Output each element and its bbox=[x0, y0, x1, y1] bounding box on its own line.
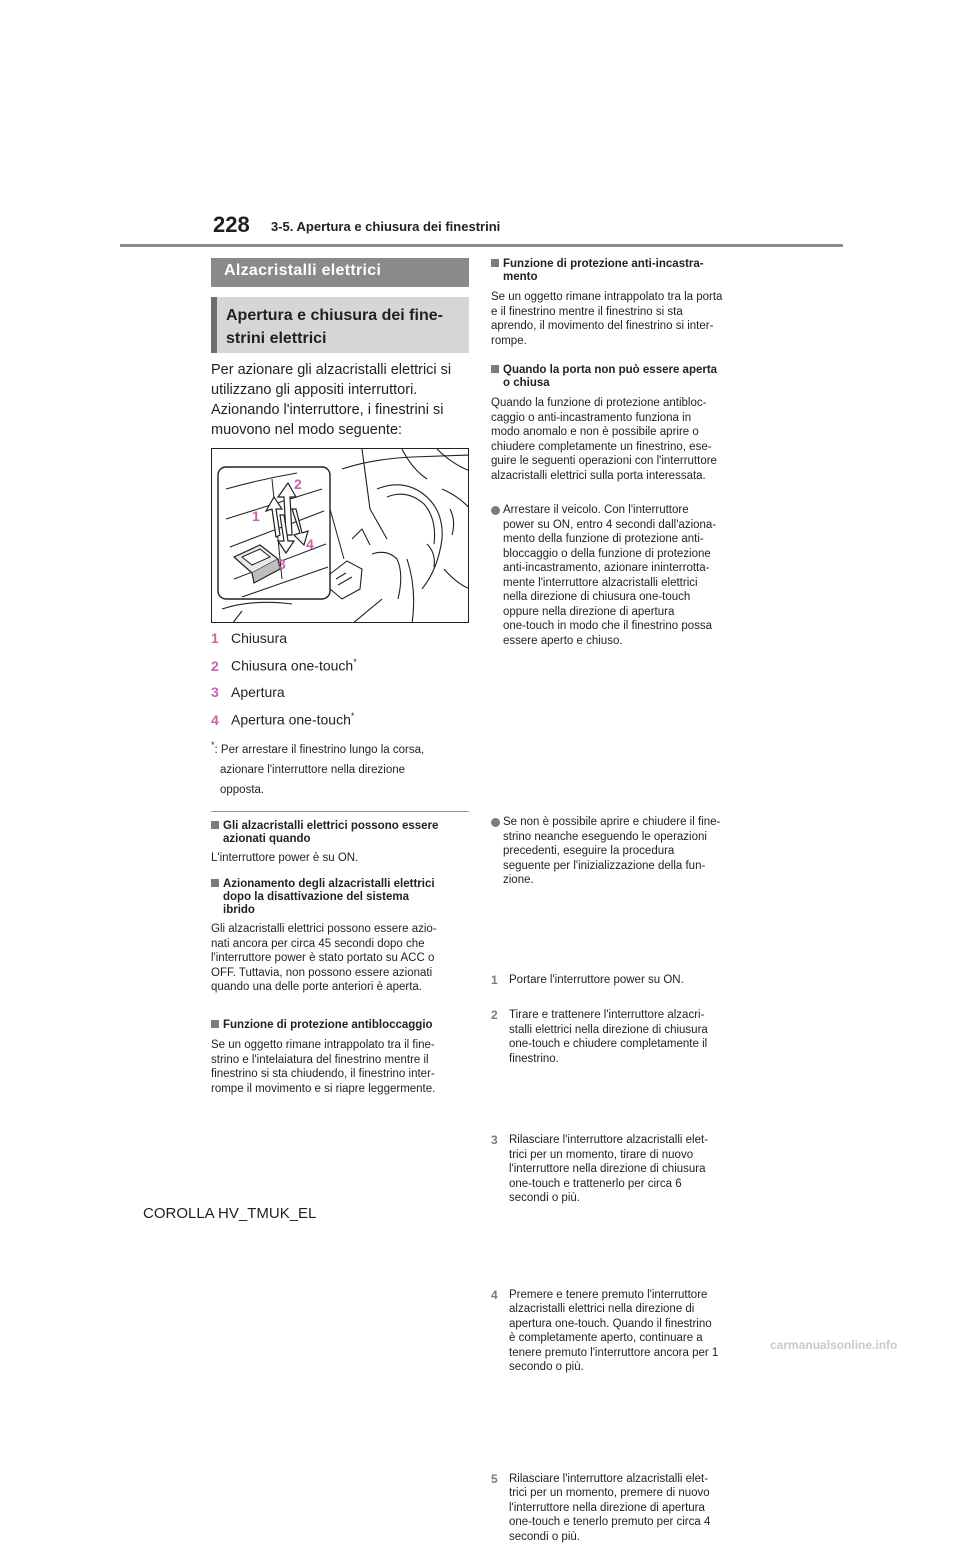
legend-number: 2 bbox=[211, 658, 231, 674]
note-title bbox=[211, 820, 469, 846]
header-rule bbox=[120, 244, 843, 247]
note-title bbox=[491, 258, 749, 284]
procedure-step bbox=[491, 1288, 767, 1375]
note-line: Se un oggetto rimane intrappolato tra la porta bbox=[491, 290, 749, 305]
step-line: one-touch e trattenerlo per circa 6 bbox=[509, 1177, 767, 1192]
bullet-line: seguente per l'inizializzazione della fun- bbox=[503, 859, 761, 874]
note-body bbox=[211, 851, 469, 866]
step-number: 1 bbox=[491, 973, 498, 988]
legend-label: Chiusura one-touch bbox=[231, 658, 353, 674]
step-line: l'interruttore nella direzione di apertura bbox=[509, 1501, 767, 1516]
bullet-line: power su ON, entro 4 secondi dall'aziona- bbox=[503, 518, 761, 533]
legend-label: Chiusura bbox=[231, 630, 287, 646]
note-title-line: Quando la porta non può essere aperta bbox=[503, 364, 717, 376]
intro-line: muovono nel modo seguente: bbox=[211, 420, 469, 440]
step-line: l'interruttore nella direzione di chiusura bbox=[509, 1162, 767, 1177]
note-title bbox=[211, 1019, 469, 1032]
step-line: one-touch e tenerlo premuto per circa 4 bbox=[509, 1515, 767, 1530]
legend-item bbox=[211, 657, 469, 674]
note-line: Se un oggetto rimane intrappolato tra il fine- bbox=[211, 1038, 469, 1053]
step-line: Premere e tenere premuto l'interruttore bbox=[509, 1288, 767, 1303]
note-line: nati ancora per circa 45 secondi dopo che bbox=[211, 937, 469, 952]
callout-3: 3 bbox=[278, 556, 286, 572]
step-number: 2 bbox=[491, 1008, 498, 1023]
bullet-line: bloccaggio o della funzione di protezione bbox=[503, 547, 761, 562]
note-title-line: Azionamento degli alzacristalli elettrici bbox=[223, 878, 435, 890]
step-line: Tirare e trattenere l'interruttore alzacri- bbox=[509, 1008, 767, 1023]
bullet-line: Arrestare il veicolo. Con l'interruttore bbox=[503, 503, 761, 518]
square-bullet-icon bbox=[211, 879, 219, 887]
square-bullet-icon bbox=[211, 821, 219, 829]
circle-bullet-icon bbox=[491, 506, 500, 515]
bullet-line: one-touch in modo che il finestrino possa bbox=[503, 619, 761, 634]
note-title-line: Funzione di protezione antibloccaggio bbox=[223, 1019, 433, 1031]
bullet-line: zione. bbox=[503, 873, 761, 888]
bullet-item bbox=[491, 503, 761, 648]
step-line: trici per un momento, premere di nuovo bbox=[509, 1486, 767, 1501]
note-body bbox=[491, 290, 749, 348]
note-title-line: o chiusa bbox=[491, 377, 749, 390]
step-line: trici per un momento, tirare di nuovo bbox=[509, 1148, 767, 1163]
note-body bbox=[491, 396, 749, 483]
step-line: secondi o più. bbox=[509, 1191, 767, 1206]
procedure-step bbox=[491, 1008, 767, 1066]
note-block bbox=[211, 1019, 469, 1096]
square-bullet-icon bbox=[491, 259, 499, 267]
note-line: OFF. Tuttavia, non possono essere azionati bbox=[211, 966, 469, 981]
bullet-line: Se non è possibile aprire e chiudere il fine- bbox=[503, 815, 761, 830]
subsection-line: strini elettrici bbox=[226, 327, 463, 350]
section-title: 3-5. Apertura e chiusura dei finestrini bbox=[271, 219, 500, 234]
subsection-heading bbox=[211, 297, 469, 353]
footnote bbox=[211, 735, 469, 800]
note-line: Quando la funzione di protezione antibloc- bbox=[491, 396, 749, 411]
legend-item bbox=[211, 684, 469, 700]
note-block bbox=[211, 878, 469, 995]
illustration-svg bbox=[212, 449, 469, 623]
divider bbox=[211, 811, 469, 812]
window-switch-illustration bbox=[211, 448, 469, 623]
bullet-item bbox=[491, 815, 761, 888]
note-block bbox=[491, 364, 749, 483]
step-line: Rilasciare l'interruttore alzacristalli elet- bbox=[509, 1472, 767, 1487]
procedure-step bbox=[491, 1472, 767, 1544]
step-line: alzacristalli elettrici nella direzione di bbox=[509, 1302, 767, 1317]
step-number: 5 bbox=[491, 1472, 498, 1487]
footnote-line: opposta. bbox=[211, 780, 469, 800]
note-line: aprendo, il movimento del finestrino si inter- bbox=[491, 319, 749, 334]
legend-number: 4 bbox=[211, 712, 231, 728]
note-title-line: dopo la disattivazione del sistema bbox=[211, 891, 469, 904]
model-code: COROLLA HV_TMUK_EL bbox=[143, 1205, 316, 1222]
square-bullet-icon bbox=[211, 1020, 219, 1028]
note-block bbox=[211, 820, 469, 866]
footnote-line: : Per arrestare il finestrino lungo la corsa, bbox=[215, 744, 425, 756]
bullet-line: oppure nella direzione di apertura bbox=[503, 605, 761, 620]
bullet-line: precedenti, eseguire la procedura bbox=[503, 844, 761, 859]
legend-number: 3 bbox=[211, 684, 231, 700]
note-line: finestrino si sta chiudendo, il finestrino inter- bbox=[211, 1067, 469, 1082]
step-line: tenere premuto l'interruttore ancora per 1 bbox=[509, 1346, 767, 1361]
step-line: stalli elettrici nella direzione di chiusura bbox=[509, 1023, 767, 1038]
intro-paragraph bbox=[211, 360, 469, 440]
procedure-step bbox=[491, 973, 767, 988]
bullet-line: mento della funzione di protezione anti- bbox=[503, 532, 761, 547]
note-title bbox=[491, 364, 749, 390]
step-number: 4 bbox=[491, 1288, 498, 1303]
note-line: chiudere completamente un finestrino, ese- bbox=[491, 440, 749, 455]
footnote-line: azionare l'interruttore nella direzione bbox=[211, 760, 469, 780]
intro-line: Azionando l'interruttore, i finestrini si bbox=[211, 400, 469, 420]
footnote-star: * bbox=[351, 711, 355, 721]
page-number: 228 bbox=[213, 212, 250, 238]
note-line: caggio o anti-incastramento funziona in bbox=[491, 411, 749, 426]
note-line: quando una delle porte anteriori è aperta. bbox=[211, 980, 469, 995]
bullet-line: nella direzione di chiusura one-touch bbox=[503, 590, 761, 605]
footnote-mark: * bbox=[211, 740, 215, 750]
note-title-line: ibrido bbox=[211, 904, 469, 917]
note-line: modo anomalo e non è possibile aprire o bbox=[491, 425, 749, 440]
step-line: Portare l'interruttore power su ON. bbox=[509, 973, 767, 988]
step-line: one-touch e chiudere completamente il bbox=[509, 1037, 767, 1052]
step-line: secondo o più. bbox=[509, 1360, 767, 1375]
note-title-line: Gli alzacristalli elettrici possono essere bbox=[223, 820, 438, 832]
step-line: Rilasciare l'interruttore alzacristalli elet- bbox=[509, 1133, 767, 1148]
note-line: rompe il movimento e si riapre leggermente. bbox=[211, 1082, 469, 1097]
note-body bbox=[211, 922, 469, 995]
note-line: alzacristalli elettrici sulla porta interessata. bbox=[491, 469, 749, 484]
note-line: Gli alzacristalli elettrici possono essere azio- bbox=[211, 922, 469, 937]
note-title-line: Funzione di protezione anti-incastra- bbox=[503, 258, 704, 270]
note-line: guire le seguenti operazioni con l'interruttore bbox=[491, 454, 749, 469]
step-number: 3 bbox=[491, 1133, 498, 1148]
note-title-line: azionati quando bbox=[211, 833, 469, 846]
legend-label: Apertura one-touch bbox=[231, 712, 351, 728]
legend-item bbox=[211, 630, 469, 646]
bullet-line: essere aperto e chiuso. bbox=[503, 634, 761, 649]
procedure-step bbox=[491, 1133, 767, 1206]
intro-line: utilizzano gli appositi interruttori. bbox=[211, 380, 469, 400]
bullet-line: strino neanche eseguendo le operazioni bbox=[503, 830, 761, 845]
note-block bbox=[491, 258, 749, 348]
legend-label: Apertura bbox=[231, 684, 285, 700]
watermark: carmanualsonline.info bbox=[770, 1338, 897, 1352]
circle-bullet-icon bbox=[491, 818, 500, 827]
note-line: strino e l'intelaiatura del finestrino mentre il bbox=[211, 1053, 469, 1068]
callout-2: 2 bbox=[294, 476, 302, 492]
footnote-star: * bbox=[353, 657, 357, 667]
callout-4: 4 bbox=[306, 536, 314, 552]
subsection-line: Apertura e chiusura dei fine- bbox=[226, 304, 463, 327]
callout-1: 1 bbox=[252, 508, 260, 524]
square-bullet-icon bbox=[491, 365, 499, 373]
step-line: è completamente aperto, continuare a bbox=[509, 1331, 767, 1346]
intro-line: Per azionare gli alzacristalli elettrici si bbox=[211, 360, 469, 380]
note-title-line: mento bbox=[491, 271, 749, 284]
note-line: e il finestrino mentre il finestrino si sta bbox=[491, 305, 749, 320]
note-line: l'interruttore power è stato portato su ACC o bbox=[211, 951, 469, 966]
note-body bbox=[211, 1038, 469, 1096]
note-line: L'interruttore power è su ON. bbox=[211, 851, 469, 866]
section-banner: Alzacristalli elettrici bbox=[211, 258, 469, 287]
step-line: finestrino. bbox=[509, 1052, 767, 1067]
step-line: apertura one-touch. Quando il finestrino bbox=[509, 1317, 767, 1332]
note-title bbox=[211, 878, 469, 917]
step-line: secondi o più. bbox=[509, 1530, 767, 1544]
legend-item bbox=[211, 711, 469, 728]
bullet-line: anti-incastramento, azionare ininterrotta- bbox=[503, 561, 761, 576]
note-line: rompe. bbox=[491, 334, 749, 349]
bullet-line: mente l'interruttore alzacristalli elettrici bbox=[503, 576, 761, 591]
legend-number: 1 bbox=[211, 630, 231, 646]
